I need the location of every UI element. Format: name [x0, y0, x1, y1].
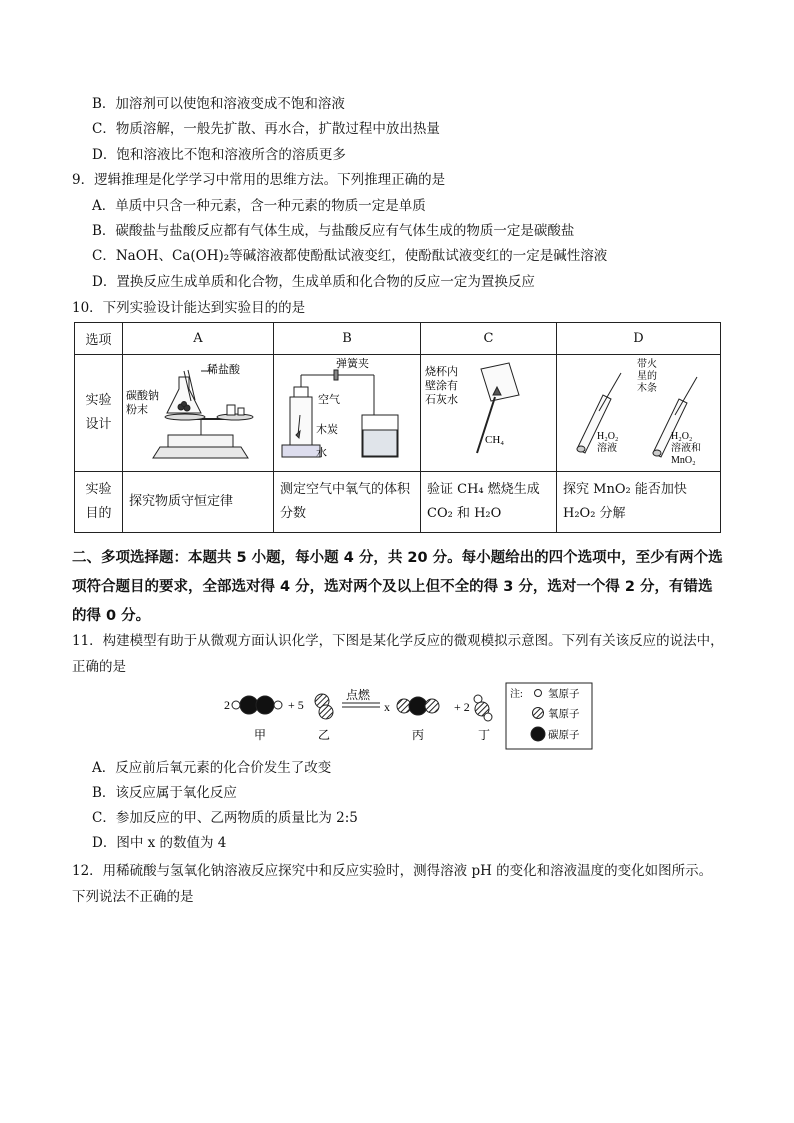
figure-a-label-powder: 粉末	[126, 404, 148, 416]
figure-c-label-1: 烧杯内	[425, 366, 458, 378]
q11-option-c: C．参加反应的甲、乙两物质的质量比为 2:5	[92, 810, 358, 826]
figure-d-label-2: 星的	[637, 371, 657, 382]
figure-c-label-ch4: CH₄	[485, 434, 505, 446]
purpose-b: 测定空气中氧气的体积分数	[274, 472, 421, 533]
table-row-design	[75, 355, 721, 472]
q11-option-b: B．该反应属于氧化反应	[92, 785, 237, 801]
figure-d-apparatus	[557, 355, 721, 472]
q11-option-d: D．图中 x 的数值为 4	[92, 835, 227, 851]
figure-d-label-3: 木条	[637, 383, 657, 394]
name-jia: 甲	[254, 728, 267, 742]
legend-c-icon	[531, 727, 545, 741]
figure-a-balance	[123, 355, 274, 472]
figure-c-label-3: 石灰水	[425, 394, 458, 406]
figure-c-apparatus	[421, 355, 557, 472]
experiment-table	[74, 322, 721, 533]
figure-c-label-2: 壁涂有	[425, 380, 458, 392]
header-cell-a: A	[123, 323, 274, 355]
q9-option-d: D．置换反应生成单质和化合物，生成单质和化合物的反应一定为置换反应	[92, 274, 535, 290]
legend-o-icon	[533, 708, 544, 719]
figure-d-label-4: H₂O₂	[597, 431, 619, 442]
q11-stem: 11．构建模型有助于从微观方面认识化学，下图是某化学反应的微观模拟示意图。下列有关该反应的说法中，正确的是	[72, 633, 724, 675]
header-cell-c: C	[421, 323, 557, 355]
coef-yi: + 5	[288, 698, 304, 712]
coef-bing: x	[384, 700, 390, 714]
coef-jia: 2	[224, 698, 230, 712]
figure-d-label-1: 带火	[637, 359, 657, 370]
legend-h-label: 氢原子	[548, 689, 580, 700]
q11-option-a: A．反应前后氧元素的化合价发生了改变	[92, 760, 332, 776]
figure-d-label-6: H₂O₂	[671, 431, 693, 442]
purpose-c: 验证 CH₄ 燃烧生成 CO₂ 和 H₂O	[421, 472, 557, 533]
q8-option-b: B．加溶剂可以使饱和溶液变成不饱和溶液	[92, 96, 345, 112]
header-cell-option: 选项	[75, 323, 123, 355]
reaction-condition: 点燃	[346, 688, 371, 702]
q12-stem: 12．用稀硫酸与氢氧化钠溶液反应探究中和反应实验时，测得溶液 pH 的变化和溶液温度的变化如图所示。下列说法不正确的是	[72, 863, 713, 905]
figure-b-label-clamp: 弹簧夹	[336, 358, 369, 370]
legend-c-label: 碳原子	[548, 730, 580, 741]
header-cell-d: D	[557, 323, 721, 355]
legend-title: 注:	[510, 689, 523, 700]
name-ding: 丁	[478, 728, 491, 742]
legend-h-icon	[535, 690, 542, 697]
q10-stem: 10．下列实验设计能达到实验目的的是	[72, 300, 306, 316]
figure-b-label-water: 水	[316, 447, 327, 459]
figure-a-label-acid: 稀盐酸	[207, 364, 240, 376]
row-label-purpose: 实验目的	[75, 472, 123, 533]
reaction-diagram	[222, 681, 594, 753]
name-bing: 丙	[412, 728, 425, 742]
q9-option-a: A．单质中只含一种元素，含一种元素的物质一定是单质	[92, 198, 426, 214]
name-yi: 乙	[318, 728, 331, 742]
q9-option-b: B．碳酸盐与盐酸反应都有气体生成，与盐酸反应有气体生成的物质一定是碳酸盐	[92, 223, 575, 239]
figure-d-label-5: 溶液	[597, 443, 617, 454]
q9-option-c: C．NaOH、Ca(OH)₂等碱溶液都使酚酞试液变红，使酚酞试液变红的一定是碱性溶液	[92, 248, 608, 264]
figure-d-label-7: 溶液和	[671, 443, 701, 454]
purpose-a: 探究物质守恒定律	[123, 472, 274, 533]
section-2-instructions: 二、多项选择题：本题共 5 小题，每小题 4 分，共 20 分。每小题给出的四个选项中，至少有两个选项符合题目的要求，全部选对得 4 分，选对两个及以上但不全的得 3 分，选对一个得 2 分，有错选的得 0 分。	[72, 550, 723, 624]
row-label-design: 实验设计	[75, 355, 123, 472]
header-cell-b: B	[274, 323, 421, 355]
legend-o-label: 氧原子	[548, 709, 580, 720]
q8-option-d: D．饱和溶液比不饱和溶液所含的溶质更多	[92, 147, 346, 163]
figure-a-label-sodium: 碳酸钠	[126, 390, 159, 402]
coef-ding: + 2	[454, 700, 470, 714]
table-header-row	[75, 323, 721, 355]
figure-b-apparatus	[274, 355, 421, 472]
purpose-d: 探究 MnO₂ 能否加快 H₂O₂ 分解	[557, 472, 721, 533]
figure-b-label-charcoal: 木炭	[316, 424, 338, 436]
figure-d-label-8: MnO₂	[671, 455, 696, 466]
figure-b-label-air: 空气	[318, 394, 340, 406]
q8-option-c: C．物质溶解，一般先扩散、再水合，扩散过程中放出热量	[92, 121, 440, 137]
table-row-purpose	[75, 472, 721, 533]
q9-stem: 9．逻辑推理是化学学习中常用的思维方法。下列推理正确的是	[72, 172, 446, 188]
